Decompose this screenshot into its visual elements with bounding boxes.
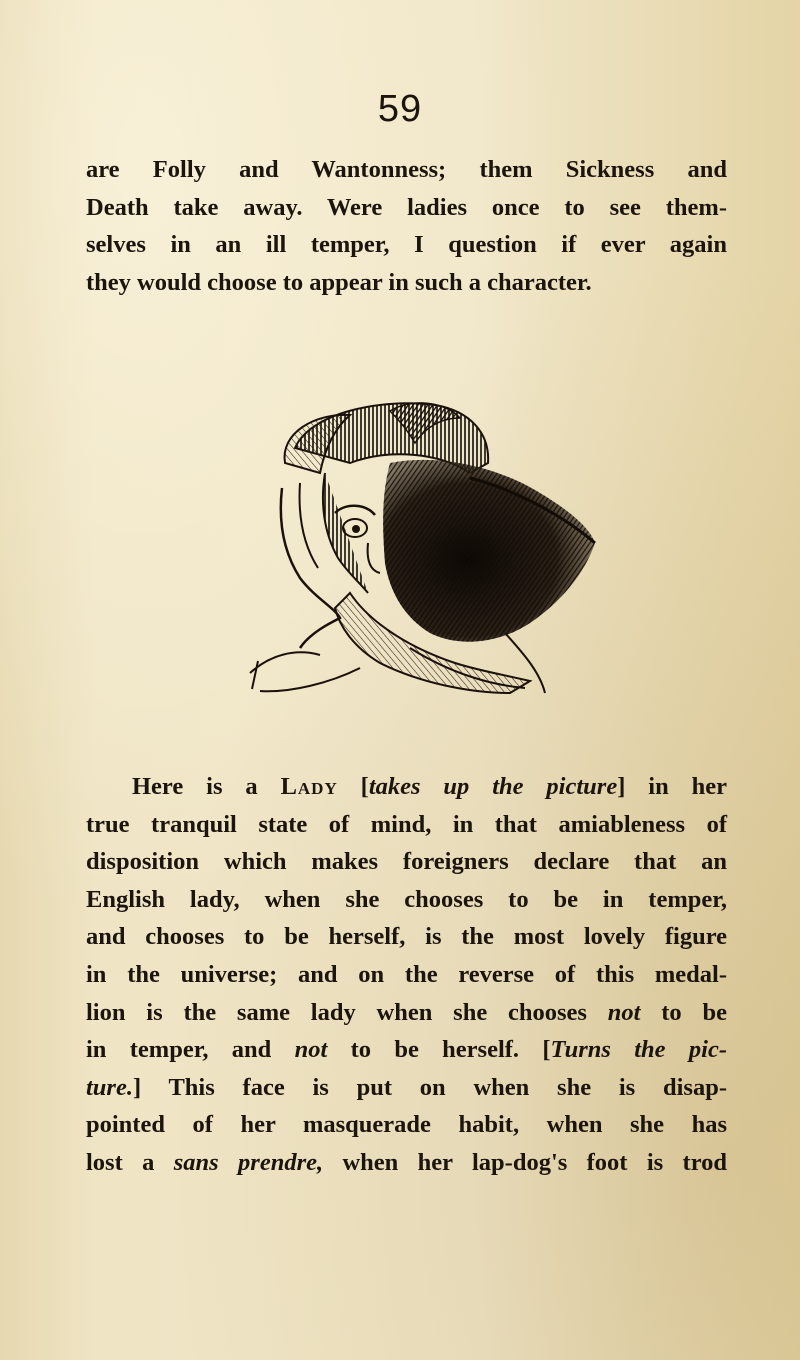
paragraph-line: lion is the same lady when she chooses not to be: [86, 998, 727, 1026]
paragraph-2: [86, 768, 727, 1182]
paragraph-line: English lady, when she chooses to be in temper,: [86, 885, 727, 913]
paragraph-1: [86, 151, 727, 301]
paragraph-line: disposition which makes foreigners declare that an: [86, 848, 727, 876]
paragraph-line: lost a sans prendre, when her lap-dog's foot is trod: [86, 1148, 728, 1176]
paragraph-line: Death take away. Were ladies once to see them-: [86, 193, 727, 221]
paragraph-line: and chooses to be herself, is the most lovely figure: [86, 923, 727, 951]
paragraph-line: selves in an ill temper, I question if ever again: [86, 231, 727, 259]
paragraph-line: pointed of her masquerade habit, when she has: [86, 1111, 727, 1139]
page-number: 59: [377, 88, 423, 130]
paragraph-line: true tranquil state of mind, in that amiableness of: [86, 810, 727, 838]
paragraph-line: in the universe; and on the reverse of this medal-: [86, 960, 727, 988]
paragraph-line: are Folly and Wantonness; them Sickness and: [86, 156, 727, 183]
paragraph-line: they would choose to appear in such a character.: [86, 268, 592, 296]
engraved-portrait-illustration: [240, 393, 610, 703]
paragraph-line: ture.] This face is put on when she is disap-: [86, 1073, 727, 1101]
paragraph-line: in temper, and not to be herself. [Turns the pic-: [86, 1036, 727, 1064]
paragraph-line: Here is a Lady [takes up the picture] in her: [132, 773, 728, 800]
